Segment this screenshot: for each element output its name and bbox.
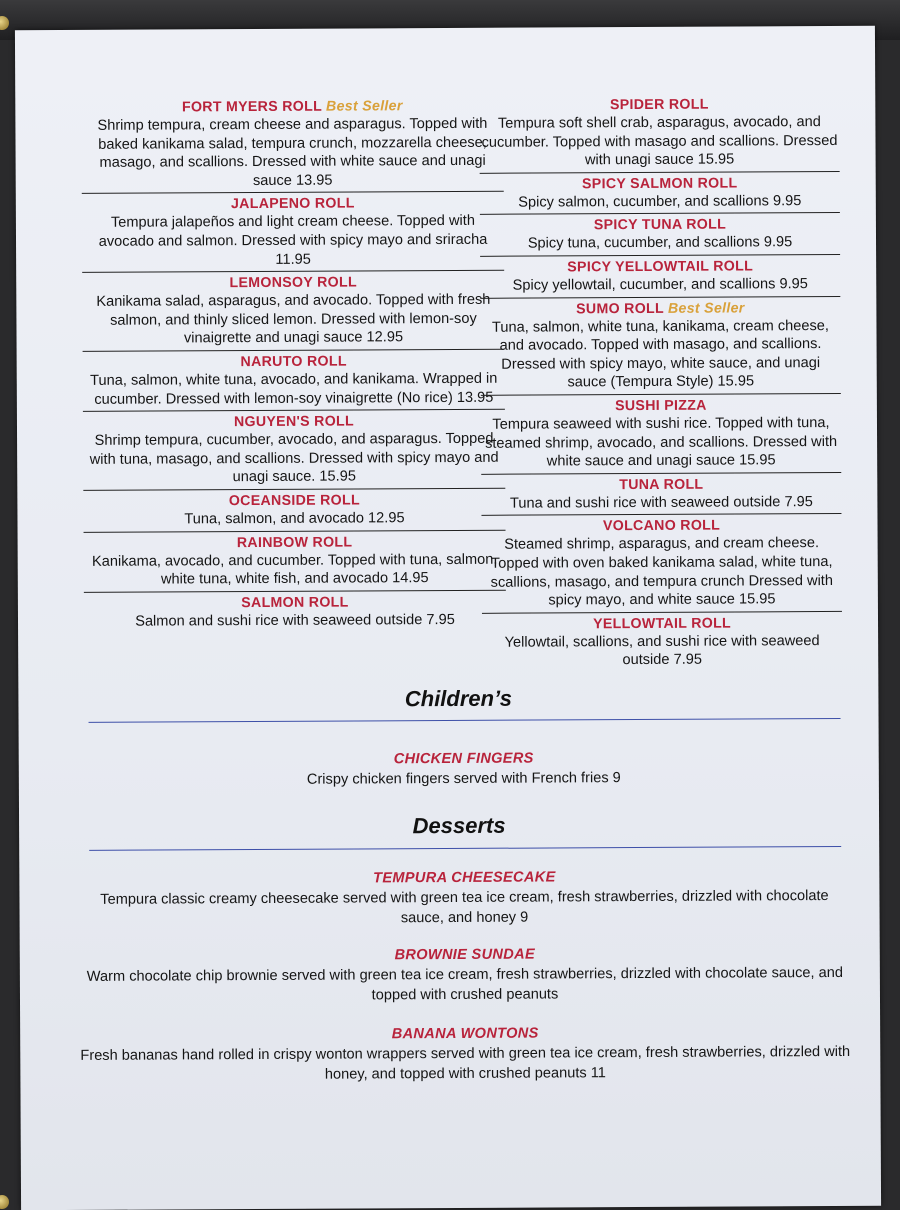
item-description: Crispy chicken fingers served with French fries 9 [306, 770, 621, 788]
menu-item [479, 94, 839, 174]
item-name [84, 591, 506, 612]
menu-item [481, 395, 841, 475]
dessert-item [80, 1022, 850, 1086]
desserts-rule [89, 846, 841, 851]
menu-item [481, 515, 841, 613]
binder-ring-icon [0, 1195, 9, 1209]
menu-item [81, 96, 503, 195]
item-name: TEMPURA CHEESECAKE [373, 869, 556, 887]
item-name-text: NGUYEN'S ROLL [233, 413, 355, 431]
item-description: Kanikama, avocado, and cucumber. Topped with tuna, salmon, white tuna, white fish, and avocado 14.95 [91, 551, 498, 588]
childrens-rule [89, 718, 841, 723]
item-description: Warm chocolate chip brownie served with green tea ice cream, fresh strawberries, drizzled with chocolate sauce, and topped with crushed peanuts [86, 964, 844, 1003]
item-description: Spicy yellowtail, cucumber, and scallions 9.95 [512, 276, 808, 294]
item-description: Spicy tuna, cucumber, and scallions 9.95 [527, 234, 793, 252]
left-column [81, 96, 506, 634]
item-name-text: SALMON ROLL [241, 594, 349, 611]
item-description: Kanikama salad, asparagus, and avocado. Topped with fresh salmon, and thinly sliced lemon. Dressed with lemon-soy vinaigrette and unagi sauce 12.95 [96, 291, 491, 347]
item-description: Tempura classic creamy cheesecake served with green tea ice cream, fresh strawberries, drizzled with chocolate sauce, and honey 9 [100, 888, 829, 926]
item-name [81, 96, 503, 117]
item-name [83, 411, 505, 432]
item-name [82, 272, 504, 293]
menu-item [83, 490, 505, 533]
dessert-item [79, 866, 849, 930]
menu-page [15, 26, 881, 1210]
item-description: Steamed shrimp, asparagus, and cream cheese. Topped with oven baked kanikama salad, white tuna, scallions, masago, and tempura crunch Dressed with spicy mayo, and white sauce 15.95 [490, 535, 834, 609]
childrens-title: Children’s [404, 685, 513, 712]
item-name [84, 531, 506, 552]
menu-item [482, 613, 842, 673]
item-name-text: FORT MYERS ROLL [181, 98, 322, 116]
menu-sheet [15, 26, 881, 1210]
item-description: Tempura seaweed with sushi rice. Topped with tuna, steamed shrimp, avocado, and scallions. Dressed with white sauce and unagi sauce 15.95 [485, 414, 838, 470]
item-description: Tempura jalapeños and light cream cheese. Topped with avocado and salmon. Dressed with spicy mayo and sriracha 11.95 [98, 213, 488, 268]
item-name [480, 298, 840, 319]
item-description: Fresh bananas hand rolled in crispy wonton wrappers served with green tea ice cream, fresh strawberries, drizzled with honey, and topped with crushed peanuts 11 [80, 1043, 851, 1083]
item-name [481, 474, 841, 495]
menu-item [82, 272, 504, 352]
item-description: Tuna, salmon, and avocado 12.95 [184, 510, 405, 528]
desserts-title: Desserts [412, 812, 506, 839]
item-name [480, 173, 840, 194]
item-name-text: JALAPENO ROLL [230, 195, 355, 213]
item-name-text: SUSHI PIZZA [615, 397, 707, 415]
item-name-text: VOLCANO ROLL [602, 517, 721, 535]
item-name: BROWNIE SUNDAE [394, 946, 536, 964]
item-name-text: OCEANSIDE ROLL [228, 492, 360, 510]
menu-item [83, 411, 505, 491]
item-name [83, 351, 505, 372]
item-name [482, 613, 842, 634]
item-name-text: SPICY YELLOWTAIL ROLL [567, 258, 754, 276]
item-name-text: LEMONSOY ROLL [229, 274, 357, 292]
best-seller-badge: Best Seller [667, 300, 745, 317]
item-description: Tuna, salmon, white tuna, kanikama, cream cheese, and avocado. Topped with masago, and scallions. Dressed with spicy mayo, white sauce, and unagi sauce (Tempura Style) 15.95 [491, 317, 829, 391]
item-description: Spicy salmon, cucumber, and scallions 9.95 [518, 192, 802, 211]
item-description: Tuna and sushi rice with seaweed outside 7.95 [509, 493, 813, 512]
menu-item [481, 474, 841, 516]
right-column [479, 94, 842, 674]
item-name: CHICKEN FINGERS [393, 750, 534, 768]
item-name-text: SPICY SALMON ROLL [581, 175, 738, 193]
menu-item [83, 351, 505, 412]
item-name-text: NARUTO ROLL [240, 353, 347, 371]
menu-item [480, 298, 840, 396]
item-name-text: SUMO ROLL [576, 300, 664, 317]
item-name [479, 94, 839, 115]
item-name-text: SPIDER ROLL [609, 96, 709, 114]
item-name [83, 490, 505, 511]
item-description: Shrimp tempura, cream cheese and asparagus. Topped with baked kanikama salad, tempura crunch, mozzarella cheese, masago, and scallions. Dressed with white sauce and unagi sauce 13.95 [97, 115, 488, 189]
item-description: Yellowtail, scallions, and sushi rice with seaweed outside 7.95 [504, 632, 820, 669]
menu-item [480, 256, 840, 298]
best-seller-badge: Best Seller [325, 98, 403, 115]
menu-item [480, 214, 840, 256]
item-name-text: YELLOWTAIL ROLL [593, 615, 732, 632]
item-name [480, 256, 840, 277]
childrens-item [79, 747, 849, 792]
item-name: BANANA WONTONS [391, 1025, 539, 1043]
item-name [82, 193, 504, 214]
dessert-item [80, 943, 850, 1007]
item-description: Tuna, salmon, white tuna, avocado, and kanikama. Wrapped in cucumber. Dressed with lemon-soy vinaigrette (No rice) 13.95 [90, 370, 498, 408]
menu-item [82, 193, 504, 273]
item-name [480, 214, 840, 235]
item-description: Tempura soft shell crab, asparagus, avocado, and cucumber. Topped with masago and scallions. Dressed with unagi sauce 15.95 [481, 114, 838, 169]
menu-item [480, 173, 840, 215]
item-description: Salmon and sushi rice with seaweed outside 7.95 [135, 611, 455, 630]
item-name-text: RAINBOW ROLL [236, 533, 353, 551]
item-description: Shrimp tempura, cucumber, avocado, and asparagus. Topped with tuna, masago, and scallions. Dressed with spicy mayo and unagi sauce. 15.95 [89, 430, 499, 486]
item-name [481, 515, 841, 536]
menu-item [84, 531, 506, 592]
item-name [481, 395, 841, 416]
item-name-text: SPICY TUNA ROLL [593, 216, 727, 234]
item-name-text: TUNA ROLL [619, 476, 704, 493]
menu-item [84, 591, 506, 633]
